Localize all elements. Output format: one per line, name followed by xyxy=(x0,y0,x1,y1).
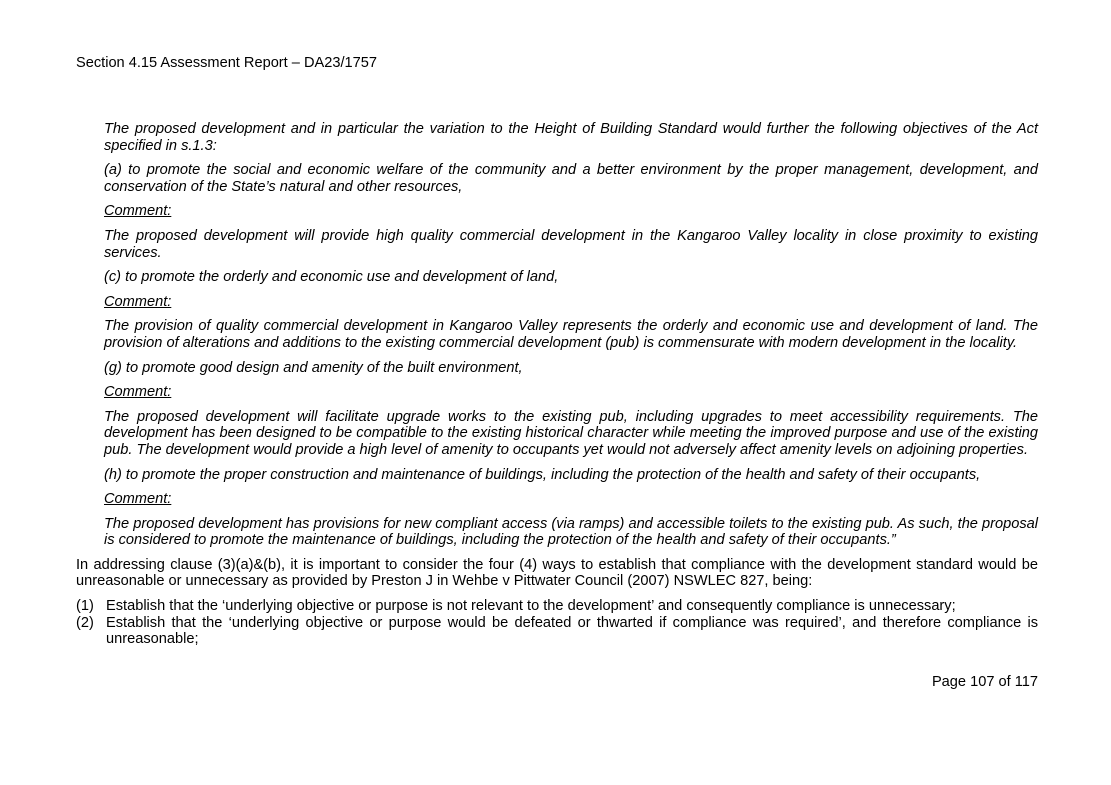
report-body xyxy=(76,121,1038,648)
objective-c: (c) to promote the orderly and economic use and development of land, xyxy=(104,269,559,286)
list-item-text: Establish that the ‘underlying objective or purpose would be defeated or thwarted if compliance was required’, and therefore compliance is unreasonable; xyxy=(106,614,1038,648)
ways-list xyxy=(76,598,1038,648)
objective-a: (a) to promote the social and economic welfare of the community and a better environment by the proper management, development, and conservation of the State’s natural and other resources, xyxy=(104,162,1038,195)
comment-label-h: Comment: xyxy=(104,491,172,508)
list-item xyxy=(76,615,1038,648)
addressing-paragraph: In addressing clause (3)(a)&(b), it is important to consider the four (4) ways to establish that compliance with the development standard would be unreasonable or unnecessary as provided by Preston J in Wehbe v Pittwater Council (2007) NSWLEC 827, being: xyxy=(76,556,1038,590)
comment-label-a: Comment: xyxy=(104,203,172,220)
list-item-number: (2) xyxy=(76,614,94,631)
comment-h: The proposed development has provisions for new compliant access (via ramps) and accessible toilets to the existing pub. As such, the proposal is considered to promote the maintenance of buildings, including the protection of the health and safety of their occupants.” xyxy=(104,515,1038,549)
comment-c: The provision of quality commercial development in Kangaroo Valley represents the orderly and economic use and development of land. The provision of alterations and additions to the existing commercial development (pub) is commensurate with modern development in the locality. xyxy=(104,318,1038,351)
comment-a: The proposed development will provide high quality commercial development in the Kangaroo Valley locality in close proximity to existing services. xyxy=(104,227,1038,261)
list-item-text: Establish that the ‘underlying objective or purpose is not relevant to the development’ and consequently compliance is unnecessary; xyxy=(106,598,956,615)
list-item-number: (1) xyxy=(76,598,94,615)
report-header: Section 4.15 Assessment Report – DA23/1757 xyxy=(76,55,377,71)
objective-h: (h) to promote the proper construction and maintenance of buildings, including the protection of the health and safety of their occupants, xyxy=(104,466,981,483)
comment-g: The proposed development will facilitate upgrade works to the existing pub, including upgrades to meet accessibility requirements. The development has been designed to be compatible to the existing historical character while meeting the improved purpose and use of the existing pub. The development would provide a high level of amenity to occupants yet would not adversely affect amenity levels on adjoining properties. xyxy=(104,408,1038,458)
objectives-quote xyxy=(104,121,1038,549)
comment-label-g: Comment: xyxy=(104,384,172,401)
objective-g: (g) to promote good design and amenity of the built environment, xyxy=(104,359,523,376)
comment-label-c: Comment: xyxy=(104,293,172,310)
page-number: Page 107 of 117 xyxy=(931,674,1038,690)
list-item xyxy=(76,598,1038,615)
quote-intro: The proposed development and in particular the variation to the Height of Building Standard would further the following objectives of the Act specified in s.1.3: xyxy=(104,121,1038,154)
